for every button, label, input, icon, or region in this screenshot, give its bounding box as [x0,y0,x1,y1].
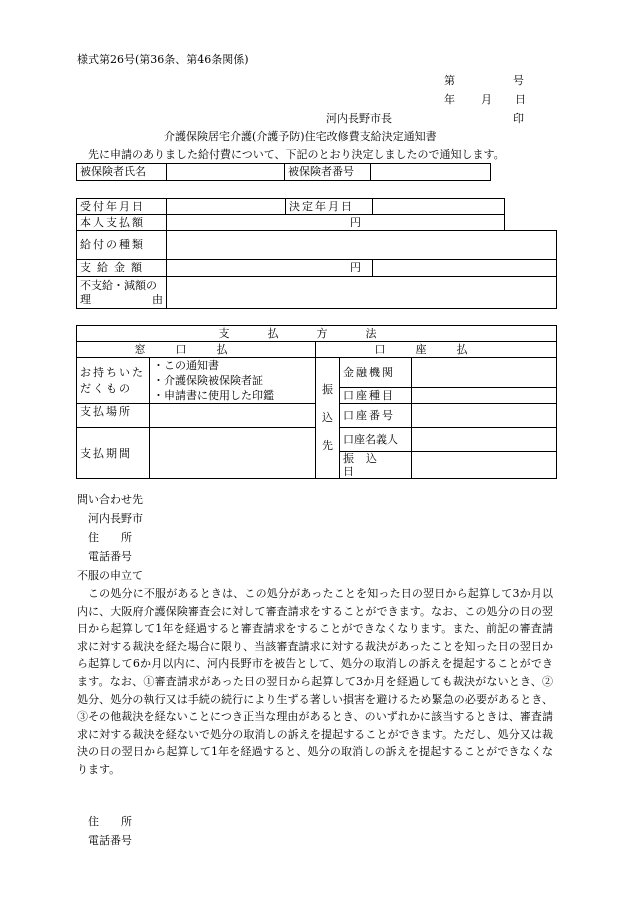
account-number-value [412,404,557,428]
date-day: 日 [515,93,526,106]
transfer-char: 振 [322,383,333,397]
bring-items-list [150,358,316,404]
insured-name-label: 被保険者氏名 [77,164,167,181]
insured-number-value [371,164,491,181]
transfer-destination-label [316,358,340,479]
yen-unit: 円 [350,215,361,229]
appeal-heading: 不服の申立て [77,569,143,582]
contact-heading: 問い合わせ先 [77,493,143,506]
benefit-type-value [167,231,557,260]
amount-extra [373,260,557,277]
account-payment-title: 口座払 [316,342,557,358]
reason-value [167,277,557,309]
document-number-prefix: 第 [444,74,455,87]
reason-label-ri: 理 [80,292,91,306]
received-date-value [167,199,286,215]
spacer [505,199,557,215]
window-payment-title: 窓口払 [77,342,316,358]
transfer-char: 込 [322,411,333,425]
insured-table [76,163,491,181]
yen-unit: 円 [350,261,361,275]
transfer-char: 先 [322,439,333,453]
transfer-date-label: 振込日 [340,452,412,479]
period-value [150,428,316,479]
bring-items-label: お持ちいただくもの [77,358,150,404]
reason-label-line2 [80,293,163,306]
bank-label: 金融機関 [340,358,412,388]
decided-date-label: 決定年月日 [286,199,373,215]
appeal-phone-label: 電話番号 [88,834,132,847]
bring-item: ・介護保険被保険者証 [153,374,263,387]
document-title: 介護保険居宅介護(介護予防)住宅改修費支給決定通知書 [164,130,437,143]
seal-mark: 印 [513,112,524,125]
spacer [505,215,557,231]
insured-number-label: 被保険者番号 [285,164,371,181]
amount-label: 支給金額 [77,260,167,277]
issuer-name: 河内長野市長 [326,112,392,125]
appeal-body: この処分に不服があるときは、この処分があったことを知った日の翌日から起算して3か月以内に、大阪府介護保険審査会に対して審査請求をすることができます。なお、この処分の日の翌日から起算して1年を経過すると審査請求をすることができなくなります。また、前記の審査請求に対する裁決を経た場合に限り、当該審査請求に対する裁決があったことを知った日の翌日から起算して6か月以内に、河内長野市を被告として、処分の取消しの訴えを提起することができます。なお、①審査請求があった日の翌日から起算して3か月を経過しても裁決がないとき、②処分、処分の執行又は手続の続行により生ずる著しい損害を避けるため緊急の必要があるとき、③その他裁決を経ないことにつき正当な理由があるとき、のいずれかに該当するときは、審査請求に対する裁決を経ないで処分の取消しの訴えを提起することができます。ただし、処分又は裁決の日の翌日から起算して1年を経過すると、処分の取消しの訴えを提起することができなくなります。 [77,587,553,776]
payment-method-title: 支払方法 [77,326,557,342]
account-number-label: 口座番号 [340,404,412,428]
place-value [150,404,316,428]
contact-address-label: 住 所 [88,531,132,544]
transfer-date-value [412,452,557,479]
decided-date-value [373,199,505,215]
bring-item: ・申請書に使用した印鑑 [153,389,274,402]
date-year: 年 [444,93,455,106]
account-type-value [412,388,557,404]
insured-name-value [167,164,285,181]
intro-text: 先に申請のありました給付費について、下記のとおり決定しましたので通知します。 [88,148,505,161]
reason-label [77,277,167,309]
payment-method-table [76,325,557,479]
holder-label: 口座名義人 [340,428,412,452]
form-number: 様式第26号(第36条、第46条関係) [77,53,249,66]
document-number-suffix: 号 [513,74,524,87]
bring-item: ・この通知書 [153,359,219,372]
date-month: 月 [481,93,492,106]
amount-value [167,260,373,277]
account-type-label: 口座種目 [340,388,412,404]
appeal-address-label: 住 所 [88,815,132,828]
reason-label-yu: 由 [152,292,163,306]
holder-value [412,428,557,452]
contact-org: 河内長野市 [88,512,143,525]
payment-amount-value [167,215,505,231]
period-label: 支払期間 [77,428,150,479]
place-label: 支払場所 [80,405,132,418]
place-label-cell [77,404,150,428]
contact-phone-label: 電話番号 [88,550,132,563]
bank-value [412,358,557,388]
decision-table [76,198,557,309]
received-date-label: 受付年月日 [77,199,167,215]
reason-label-line1: 不支給・減額の [80,279,157,293]
payment-amount-label: 本人支払額 [77,215,167,231]
benefit-type-label: 給付の種類 [77,231,167,260]
